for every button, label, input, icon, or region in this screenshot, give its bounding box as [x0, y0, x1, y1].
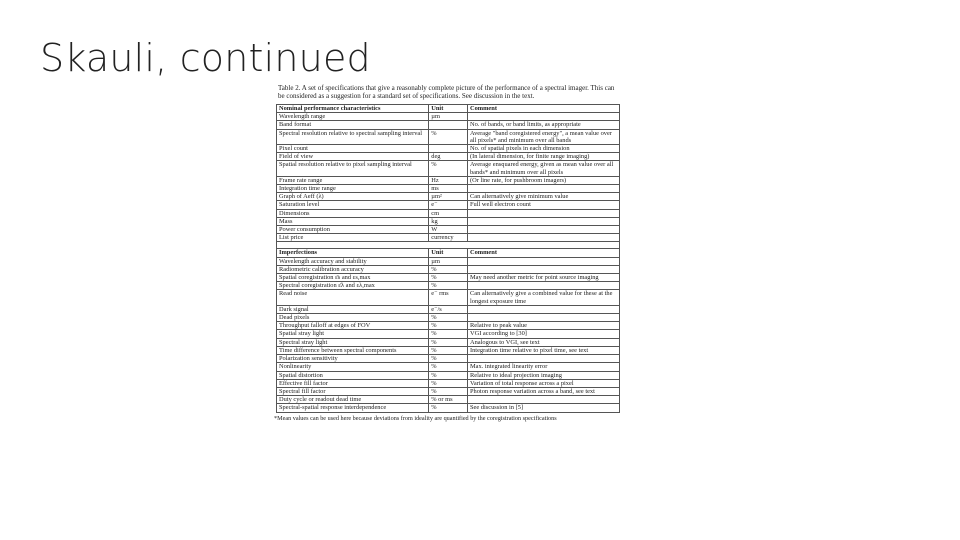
comment-cell: Max. integrated linearity error [467, 363, 619, 371]
unit-cell: ms [429, 185, 468, 193]
unit-cell: µm² [429, 193, 468, 201]
unit-cell: % or ms [429, 396, 468, 404]
table-row [277, 396, 620, 404]
unit-cell: % [429, 346, 468, 354]
table-row [277, 355, 620, 363]
parameter-cell: Spatial coregistration ε̄s and εs,max [277, 274, 429, 282]
table-row [277, 185, 620, 193]
table-row [277, 176, 620, 184]
comment-cell: No. of bands, or band limits, as appropriate [467, 121, 619, 129]
table-row [277, 226, 620, 234]
comment-cell [467, 226, 619, 234]
section-spacer [277, 242, 620, 249]
table-row [277, 346, 620, 354]
comment-cell: Analogous to VGI, see text [467, 338, 619, 346]
parameter-cell: Field of view [277, 153, 429, 161]
unit-cell: % [429, 314, 468, 322]
parameter-cell: Read noise [277, 290, 429, 305]
parameter-cell: Throughput falloff at edges of FOV [277, 322, 429, 330]
comment-cell: Average "band coregistered energy", a mean value over all pixels* and minimum over all bands [467, 129, 619, 144]
table-row [277, 129, 620, 144]
unit-cell: % [429, 274, 468, 282]
parameter-cell: Spatial stray light [277, 330, 429, 338]
comment-cell: Average ensquared energy, given as mean value over all bands* and minimum over all pixels [467, 161, 619, 176]
spec-table-figure [268, 84, 624, 524]
comment-cell [467, 314, 619, 322]
column-header: Comment [467, 105, 619, 113]
table-row [277, 234, 620, 242]
comment-cell [467, 265, 619, 273]
comment-cell [467, 396, 619, 404]
table-footnote: *Mean values can be used here because deviations from ideality are quantified by the coregistration specifications [274, 414, 557, 422]
table-row [277, 113, 620, 121]
unit-cell: % [429, 387, 468, 395]
parameter-cell: Pixel count [277, 145, 429, 153]
parameter-cell: Power consumption [277, 226, 429, 234]
unit-cell: % [429, 161, 468, 176]
comment-cell: Variation of total response across a pixel [467, 379, 619, 387]
comment-cell [467, 257, 619, 265]
unit-cell: e⁻/s [429, 305, 468, 313]
parameter-cell: Spectral resolution relative to spectral sampling interval [277, 129, 429, 144]
parameter-cell: Spectral stray light [277, 338, 429, 346]
comment-cell: Can alternatively give a combined value for these at the longest exposure time [467, 290, 619, 305]
table-row [277, 330, 620, 338]
comment-cell [467, 355, 619, 363]
column-header: Nominal performance characteristics [277, 105, 429, 113]
table-row [277, 338, 620, 346]
table-row [277, 305, 620, 313]
unit-cell: % [429, 363, 468, 371]
table-row [277, 322, 620, 330]
column-header: Unit [429, 249, 468, 257]
parameter-cell: Duty cycle or readout dead time [277, 396, 429, 404]
table-row [277, 314, 620, 322]
comment-cell: (Or line rate, for pushbroom imagers) [467, 176, 619, 184]
parameter-cell: Mass [277, 217, 429, 225]
parameter-cell: Saturation level [277, 201, 429, 209]
table-row [277, 153, 620, 161]
comment-cell [467, 209, 619, 217]
unit-cell: % [429, 404, 468, 412]
comment-cell: Can alternatively give minimum value [467, 193, 619, 201]
parameter-cell: Time difference between spectral components [277, 346, 429, 354]
unit-cell: % [429, 322, 468, 330]
parameter-cell: Wavelength range [277, 113, 429, 121]
parameter-cell: Spatial resolution relative to pixel sampling interval [277, 161, 429, 176]
comment-cell [467, 217, 619, 225]
section-imperfections [277, 249, 620, 412]
unit-cell: deg [429, 153, 468, 161]
table-row [277, 290, 620, 305]
section-nominal [277, 105, 620, 242]
spec-table [276, 104, 620, 413]
unit-cell: % [429, 265, 468, 273]
parameter-cell: Wavelength accuracy and stability [277, 257, 429, 265]
table-caption: Table 2. A set of specifications that give a reasonably complete picture of the performance of a spectral imager. This can be considered as a suggestion for a standard set of specifications. See discussion in the text. [278, 84, 615, 100]
comment-cell: Relative to ideal projection imaging [467, 371, 619, 379]
parameter-cell: Radiometric calibration accuracy [277, 265, 429, 273]
comment-cell [467, 305, 619, 313]
parameter-cell: Spatial distortion [277, 371, 429, 379]
unit-cell: µm [429, 257, 468, 265]
table-row [277, 145, 620, 153]
unit-cell: % [429, 379, 468, 387]
table-row [277, 217, 620, 225]
comment-cell: VGI according to [30] [467, 330, 619, 338]
parameter-cell: Integration time range [277, 185, 429, 193]
unit-cell: e⁻ [429, 201, 468, 209]
unit-cell: % [429, 338, 468, 346]
unit-cell: % [429, 330, 468, 338]
parameter-cell: Dimensions [277, 209, 429, 217]
parameter-cell: Dark signal [277, 305, 429, 313]
comment-cell [467, 113, 619, 121]
table-row [277, 274, 620, 282]
column-header: Imperfections [277, 249, 429, 257]
unit-cell: Hz [429, 176, 468, 184]
parameter-cell: Dead pixels [277, 314, 429, 322]
unit-cell [429, 145, 468, 153]
comment-cell: Full well electron count [467, 201, 619, 209]
comment-cell: No. of spatial pixels in each dimension [467, 145, 619, 153]
parameter-cell: Polarization sensitivity [277, 355, 429, 363]
parameter-cell: Effective fill factor [277, 379, 429, 387]
slide-title: Skauli, continued [40, 36, 371, 80]
column-header: Unit [429, 105, 468, 113]
unit-cell: W [429, 226, 468, 234]
comment-cell [467, 234, 619, 242]
table-row [277, 161, 620, 176]
unit-cell: cm [429, 209, 468, 217]
table-row [277, 387, 620, 395]
unit-cell: % [429, 355, 468, 363]
table-row [277, 379, 620, 387]
unit-cell: kg [429, 217, 468, 225]
table-header-row [277, 105, 620, 113]
parameter-cell: Graph of Aeff (λ) [277, 193, 429, 201]
comment-cell: Relative to peak value [467, 322, 619, 330]
table-header-row [277, 249, 620, 257]
comment-cell: Photon response variation across a band, see text [467, 387, 619, 395]
unit-cell [429, 121, 468, 129]
table-row [277, 363, 620, 371]
parameter-cell: Spectral-spatial response interdependence [277, 404, 429, 412]
unit-cell: % [429, 129, 468, 144]
unit-cell: currency [429, 234, 468, 242]
parameter-cell: Frame rate range [277, 176, 429, 184]
comment-cell: Integration time relative to pixel time, see text [467, 346, 619, 354]
parameter-cell: List price [277, 234, 429, 242]
comment-cell [467, 282, 619, 290]
table-row [277, 209, 620, 217]
spacer-cell [277, 242, 620, 249]
parameter-cell: Nonlinearity [277, 363, 429, 371]
table-row [277, 201, 620, 209]
table-row [277, 257, 620, 265]
comment-cell [467, 185, 619, 193]
comment-cell: See discussion in [5] [467, 404, 619, 412]
table-row [277, 282, 620, 290]
table-row [277, 404, 620, 412]
table-row [277, 265, 620, 273]
unit-cell: % [429, 371, 468, 379]
parameter-cell: Spectral fill factor [277, 387, 429, 395]
comment-cell: (In lateral dimension, for finite range imaging) [467, 153, 619, 161]
table-row [277, 193, 620, 201]
unit-cell: e⁻ rms [429, 290, 468, 305]
parameter-cell: Spectral coregistration ε̄λ and ελ,max [277, 282, 429, 290]
parameter-cell: Band format [277, 121, 429, 129]
comment-cell: May need another metric for point source imaging [467, 274, 619, 282]
table-row [277, 121, 620, 129]
table-row [277, 371, 620, 379]
unit-cell: % [429, 282, 468, 290]
unit-cell: µm [429, 113, 468, 121]
column-header: Comment [467, 249, 619, 257]
